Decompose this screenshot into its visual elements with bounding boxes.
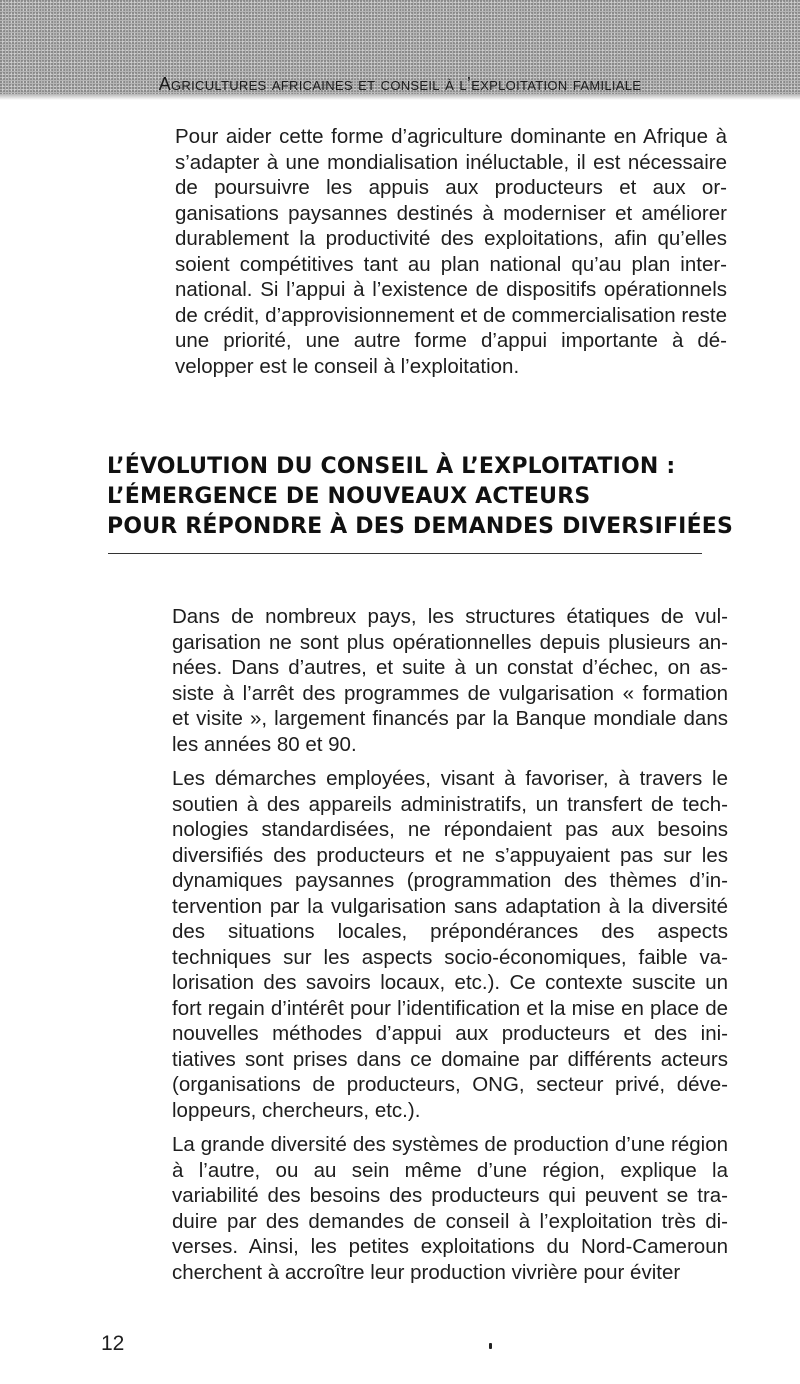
- scan-speck: [489, 1343, 492, 1349]
- section-title-line: POUR RÉPONDRE À DES DEMANDES DIVERSIFIÉES: [107, 514, 734, 539]
- running-header: Agricultures africaines et conseil à l’exploitation familiale: [158, 74, 642, 94]
- intro-paragraph: Pour aider cette forme d’agriculture dominante en Afrique à s’adapter à une mondialisation inéluctable, il est nécessaire de poursuivre les appuis aux producteurs et aux organisations paysannes destinés à moderniser et améliorer durablement la productivité des exploitations, afin qu’elles soient compétitives tant au plan national qu’au plan international. Si l’appui à l’existence de dispositifs opérationnels de crédit, d’approvisionnement et de commercialisation reste une priorité, une autre forme d’appui importante à développer est le conseil à l’exploitation.: [175, 125, 727, 378]
- body-paragraph: Les démarches employées, visant à favoriser, à travers le soutien à des appareils administratifs, un transfert de technologies standardisées, ne répondaient pas aux besoins diversifiés des producteurs et ne s’appuyaient pas sur les dynamiques paysannes (programmation des thèmes d’intervention par la vulgarisation sans adaptation à la diversité des situations locales, prépondérances des aspects techniques sur les aspects socio-économiques, faible valorisation des savoirs locaux, etc.). Ce contexte suscite un fort regain d’intérêt pour l’identification et la mise en place de nouvelles méthodes d’appui aux producteurs et des initiatives sont prises dans ce domaine par différents acteurs (organisations de producteurs, ONG, secteur privé, développeurs, chercheurs, etc.).: [172, 767, 728, 1122]
- section-title-line: L’ÉVOLUTION DU CONSEIL À L’EXPLOITATION :: [107, 454, 676, 479]
- section-body: [172, 604, 728, 1294]
- title-underline-rule: [108, 553, 702, 554]
- section-title-line: L’ÉMERGENCE DE NOUVEAUX ACTEURS: [107, 484, 591, 509]
- body-paragraph: Dans de nombreux pays, les structures étatiques de vulgarisation ne sont plus opérationnelles depuis plusieurs années. Dans d’autres, et suite à un constat d’échec, on assiste à l’arrêt des programmes de vulgarisation « formation et visite », largement financés par la Banque mondiale dans les années 80 et 90.: [172, 605, 728, 756]
- body-paragraph: La grande diversité des systèmes de production d’une région à l’autre, ou au sein même d’une région, explique la variabilité des besoins des producteurs qui peuvent se traduire par des demandes de conseil à l’exploitation très diverses. Ainsi, les petites exploitations du Nord-Cameroun cherchent à accroître leur production vivrière pour éviter: [172, 1133, 728, 1284]
- page-number: 12: [101, 1332, 125, 1355]
- section-title: [107, 452, 734, 542]
